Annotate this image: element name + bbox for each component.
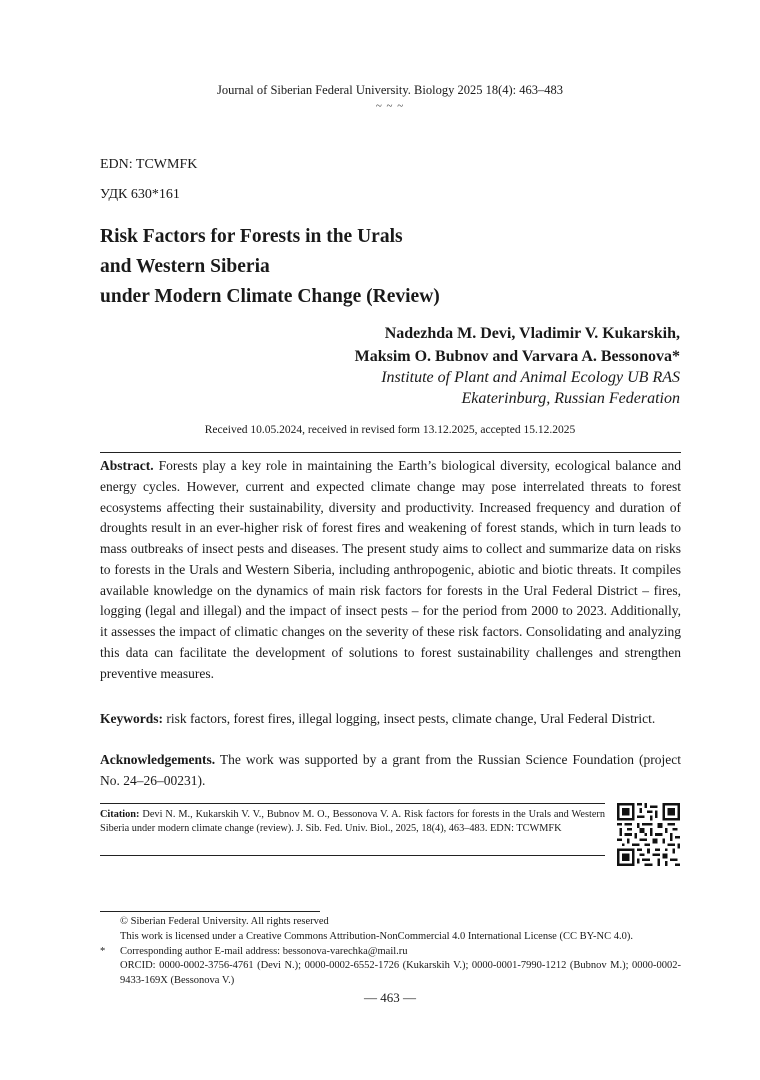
citation-rule-top xyxy=(100,803,605,804)
footnote-corresponding xyxy=(100,945,681,960)
article-title xyxy=(100,222,660,312)
footnote-license xyxy=(100,930,681,945)
received-dates: Received 10.05.2024, received in revised form 13.12.2025, accepted 15.12.2025 xyxy=(204,424,576,436)
page-number: — 463 — xyxy=(364,990,416,1005)
affiliation xyxy=(381,367,680,409)
citation-label: Citation: xyxy=(100,809,140,820)
footnote-rule xyxy=(100,911,320,912)
orcid-text: ORCID: 0000-0002-3756-4761 (Devi N.); 0000-0002-6552-1726 (Kukarskih V.); 0000-0001-7990-1212 (Bubnov M.); 0000-0002-9433-169X (Bessonova V.) xyxy=(120,960,681,987)
footnote-copyright xyxy=(100,915,681,930)
header-ornament: ~ ~ ~ xyxy=(375,100,405,112)
footnote-orcid xyxy=(100,959,681,989)
keywords xyxy=(100,708,681,729)
title-line-2: and Western Siberia xyxy=(100,256,270,277)
abstract-text: Forests play a key role in maintaining the Earth’s biological diversity, ecological balance and energy cycles. However, current and expected climate change may pose interrelated threats to forest ecosystems affecting their sustainability, diversity and productivity. Increased frequency and duration of droughts result in an ever-higher risk of forest fires and weakening of forest stands, which in turn leads to mass outbreaks of insect pests and diseases. The present study aims to collect and summarize data on risks to forests in the Urals and Western Siberia, including anthropogenic, abiotic and biotic threats. It compiles available knowledge on the dynamics of main risk factors for forests in the Ural Federal District – fires, logging (legal and illegal) and the impact of insect pests – for the period from 2000 to 2023. Additionally, it assesses the impact of climatic changes on the severity of these risk factors. Consolidating and analyzing this data can facilitate the development of solutions to forest sustainability challenges and strengthen preventive measures. xyxy=(100,458,681,681)
udk-code: УДК 630*161 xyxy=(100,187,180,202)
authors-line-2: Maksim O. Bubnov and Varvara A. Bessonova* xyxy=(354,348,680,365)
citation xyxy=(100,808,605,836)
citation-text: Devi N. M., Kukarskih V. V., Bubnov M. O., Bessonova V. A. Risk factors for forests in the Urals and Western Siberia under modern climate change (review). J. Sib. Fed. Univ. Biol., 2025, 18(4), 463–483. EDN: TCWMFK xyxy=(100,809,606,835)
footnote-star: * xyxy=(100,945,106,957)
title-line-3: under Modern Climate Change (Review) xyxy=(100,286,440,307)
authors-line-1: Nadezhda M. Devi, Vladimir V. Kukarskih, xyxy=(384,325,680,342)
abstract xyxy=(100,456,681,684)
acknowledgements xyxy=(100,749,681,791)
copyright-text: © Siberian Federal University. All rights reserved xyxy=(120,916,329,927)
footnotes xyxy=(100,915,681,989)
acknowledgements-text: The work was supported by a grant from the Russian Science Foundation (project No. 24–26–00231). xyxy=(100,752,681,788)
license-text: This work is licensed under a Creative Commons Attribution-NonCommercial 4.0 International License (CC BY-NC 4.0). xyxy=(120,930,633,942)
affiliation-institute: Institute of Plant and Animal Ecology UB RAS xyxy=(381,369,680,386)
abstract-divider xyxy=(100,452,681,453)
corresponding-email: Corresponding author E-mail address: bessonova-varechka@mail.ru xyxy=(120,945,408,957)
keywords-text: risk factors, forest fires, illegal logging, insect pests, climate change, Ural Federal District. xyxy=(166,711,656,726)
citation-rule-bottom xyxy=(100,855,605,856)
acknowledgements-label: Acknowledgements. xyxy=(100,752,216,767)
qr-code-icon[interactable] xyxy=(617,803,680,866)
title-line-1: Risk Factors for Forests in the Urals xyxy=(100,226,403,247)
edn-code: EDN: TCWMFK xyxy=(100,157,198,172)
affiliation-location: Ekaterinburg, Russian Federation xyxy=(461,390,680,407)
author-list xyxy=(355,322,680,368)
journal-header: Journal of Siberian Federal University. Biology 2025 18(4): 463–483 xyxy=(216,83,563,97)
abstract-label: Abstract. xyxy=(100,458,154,473)
keywords-label: Keywords: xyxy=(100,711,163,726)
